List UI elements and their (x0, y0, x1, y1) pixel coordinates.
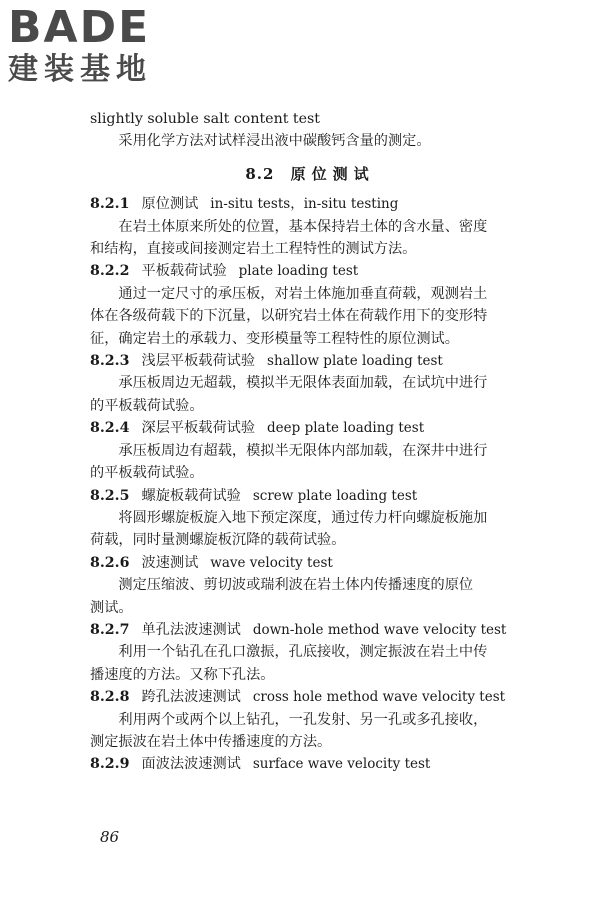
term-definition-line: 征，确定岩土的承载力、变形模量等工程特性的原位测试。 (90, 330, 459, 347)
term-number: 8.2.8 (90, 689, 130, 706)
term-chinese: 跨孔法波速测试 (141, 689, 241, 706)
term-definition-line: 播速度的方法。又称下孔法。 (90, 666, 275, 683)
term-english: plate loading test (238, 263, 359, 280)
term-definition-line: 将圆形螺旋板旋入地下预定深度，通过传力杆向螺旋板施加 (118, 509, 488, 526)
term-english: cross hole method wave velocity test (252, 689, 506, 706)
term-number: 8.2.5 (90, 487, 130, 504)
term-entry (90, 350, 530, 417)
page-content (90, 108, 530, 776)
term-number: 8.2.7 (90, 621, 130, 638)
term-entry-heading (90, 260, 530, 282)
term-definition-line: 测定压缩波、剪切波或瑞利波在岩土体内传播速度的原位 (118, 577, 474, 594)
term-definition-line: 承压板周边无超载，模拟半无限体表面加载，在试坑中进行 (118, 375, 488, 392)
term-definition-line: 体在各级荷载下的下沉量，以研究岩土体在荷载作用下的变形特 (90, 308, 488, 325)
term-entry-heading (90, 350, 530, 372)
term-english: surface wave velocity test (252, 756, 431, 773)
term-entry (90, 619, 530, 686)
term-chinese: 平板载荷试验 (141, 263, 227, 280)
term-definition-line: 承压板周边有超载，模拟半无限体内部加载，在深井中进行 (118, 442, 488, 459)
section-number: 8.2 (245, 164, 275, 183)
term-entry (90, 417, 530, 484)
term-chinese: 深层平板载荷试验 (141, 420, 256, 437)
term-entry-heading (90, 552, 530, 574)
term-english: wave velocity test (210, 554, 333, 571)
term-number: 8.2.9 (90, 756, 130, 773)
term-entry (90, 753, 530, 775)
term-chinese: 面波法波速测试 (141, 756, 241, 773)
term-number: 8.2.2 (90, 263, 130, 280)
section-heading (90, 163, 530, 185)
logo-subtitle: 建装基地 (8, 52, 152, 87)
term-entry (90, 260, 530, 350)
term-definition-line: 利用两个或两个以上钻孔，一孔发射、另一孔或多孔接收， (118, 711, 488, 728)
term-number: 8.2.3 (90, 353, 130, 370)
term-chinese: 浅层平板载荷试验 (141, 353, 256, 370)
term-definition-line: 测试。 (90, 599, 133, 616)
logo-wordmark: BADE (8, 2, 151, 53)
intro-english-term: slightly soluble salt content test (90, 111, 320, 127)
term-entry-heading (90, 753, 530, 775)
term-entry-heading (90, 686, 530, 708)
term-entry-heading (90, 619, 530, 641)
term-chinese: 单孔法波速测试 (141, 621, 241, 638)
term-chinese: 原位测试 (141, 196, 199, 213)
term-entries (90, 193, 530, 776)
page-number: 86 (100, 828, 120, 846)
term-chinese: 螺旋板载荷试验 (141, 487, 241, 504)
term-entry-heading (90, 485, 530, 507)
term-english: in-situ tests，in-situ testing (210, 196, 399, 213)
term-definition-line: 通过一定尺寸的承压板，对岩土体施加垂直荷载，观测岩土 (118, 285, 488, 302)
term-definition-line: 和结构，直接或间接测定岩土工程特性的测试方法。 (90, 241, 417, 258)
intro-definition: 采用化学方法对试样浸出液中碳酸钙含量的测定。 (118, 133, 431, 150)
section-title: 原位测试 (290, 164, 375, 183)
term-definition-line: 利用一个钻孔在孔口激振，孔底接收，测定振波在岩土中传 (118, 644, 488, 661)
term-english: deep plate loading test (267, 420, 425, 437)
term-entry (90, 686, 530, 753)
term-entry (90, 485, 530, 552)
term-definition-line: 测定振波在岩土体中传播速度的方法。 (90, 733, 332, 750)
term-english: shallow plate loading test (267, 353, 443, 370)
term-entry-heading (90, 193, 530, 215)
term-definition-line: 的平板载荷试验。 (90, 397, 204, 414)
term-english: down-hole method wave velocity test (252, 621, 507, 638)
term-entry (90, 552, 530, 619)
term-number: 8.2.6 (90, 554, 130, 571)
term-chinese: 波速测试 (141, 554, 199, 571)
term-english: screw plate loading test (252, 487, 418, 504)
term-entry-heading (90, 417, 530, 439)
term-definition-line: 在岩土体原来所处的位置，基本保持岩土体的含水量、密度 (118, 218, 488, 235)
term-entry (90, 193, 530, 260)
bade-logo (8, 4, 178, 88)
term-definition-line: 的平板载荷试验。 (90, 465, 204, 482)
term-number: 8.2.1 (90, 196, 130, 213)
term-definition-line: 荷载，同时量测螺旋板沉降的载荷试验。 (90, 532, 346, 549)
term-number: 8.2.4 (90, 420, 130, 437)
